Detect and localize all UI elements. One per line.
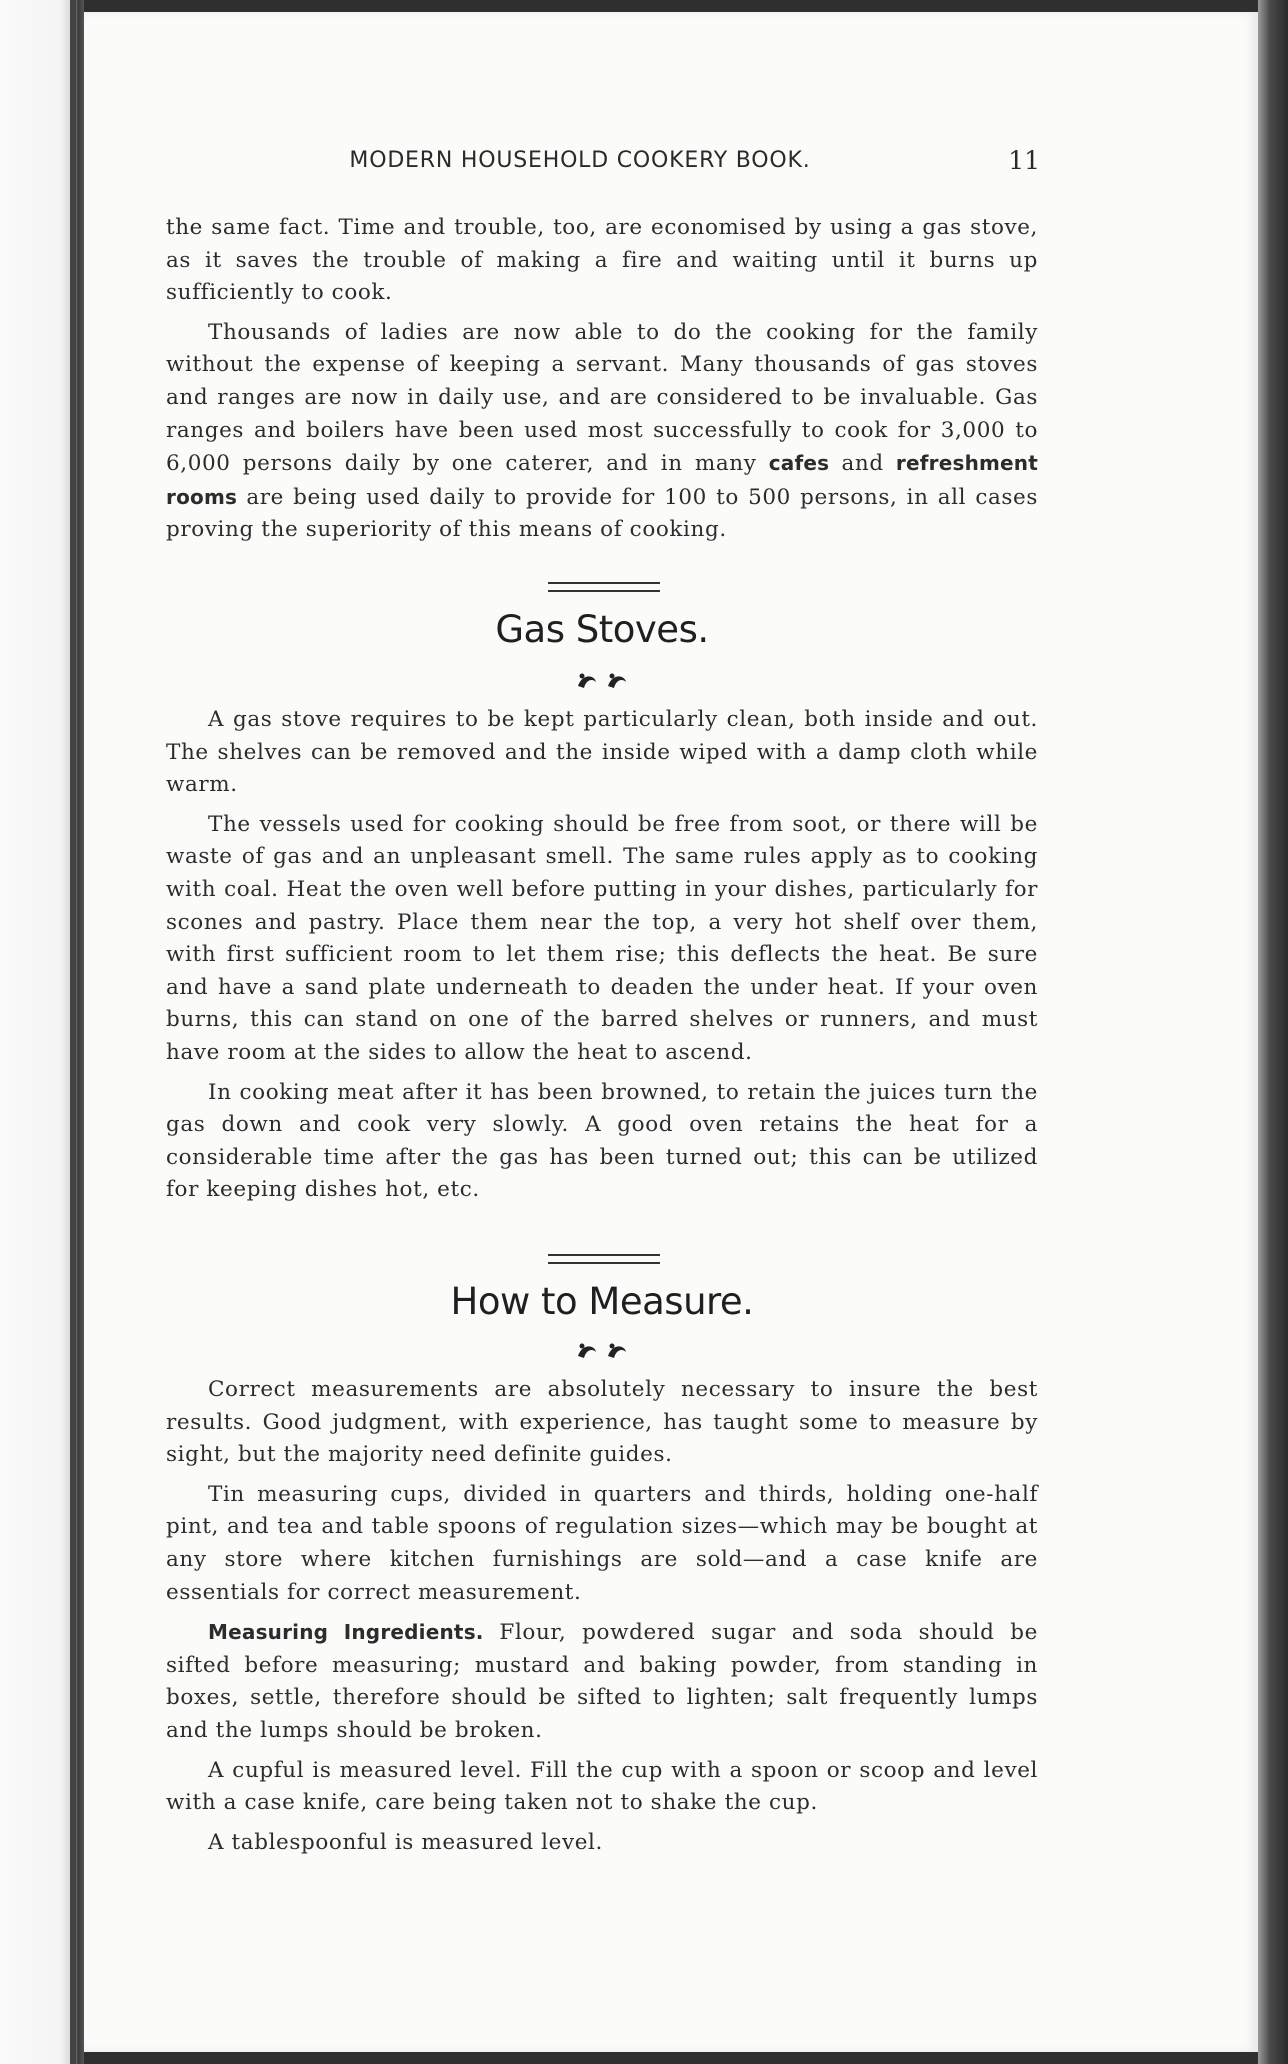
intro-text-a: Thousands of ladies are now able to do the cooking for the family without the expense of keeping a servant. Many thousands of gas stoves and ranges are now in daily use, and are considered to be invaluable. Gas ranges and boilers have been used most successfully to cook for 3,000 to 6,000 persons daily by one caterer, and in many <box>166 319 1038 477</box>
intro-section <box>166 212 1038 554</box>
how-to-measure-heading: How to Measure. <box>450 1280 754 1323</box>
gas-stoves-paragraph-1: A gas stove requires to be kept particularly clean, both inside and out. The shelves can be removed and the inside wiped with a damp cloth while warm. <box>166 707 1038 798</box>
intro-text-b: are being used daily to provide for 100 to 500 persons, in all cases proving the superiority of this means of cooking. <box>166 484 1038 543</box>
measure-paragraph-3 <box>166 1616 1038 1747</box>
measuring-ingredients-label: Measuring Ingredients. <box>208 1620 484 1645</box>
section-divider-rule-2 <box>548 1254 660 1264</box>
page-header <box>250 148 1040 184</box>
fleuron-ornament-icon <box>568 668 640 692</box>
cafes-term: cafes <box>768 451 830 476</box>
measure-paragraph-4: A cupful is measured level. Fill the cup with a spoon or scoop and level with a case knife, care being taken not to shake the cup. <box>166 1757 1038 1816</box>
page-number: 11 <box>1008 146 1040 175</box>
gas-stoves-heading: Gas Stoves. <box>495 608 709 651</box>
measure-section <box>166 1374 1038 1866</box>
measure-paragraph-2: Tin measuring cups, divided in quarters and thirds, holding one-half pint, and tea and table spoons of regulation sizes—which may be bought at any store where kitchen furnishings are sold—and a case knife are essentials for correct measurement. <box>166 1481 1038 1605</box>
measure-paragraph-5: A tablespoonful is measured level. <box>208 1829 603 1855</box>
gas-stoves-paragraph-2: The vessels used for cooking should be free from soot, or there will be waste of gas and an unpleasant smell. The same rules apply as to cooking with coal. Heat the oven well before putting in your dishes, particularly for scones and pastry. Place them near the top, a very hot shelf over them, with first sufficient room to let them rise; this deflects the heat. Be sure and have a sand plate underneath to deaden the under heat. If your oven burns, this can stand on one of the barred shelves or runners, and must have room at the sides to allow the heat to ascend. <box>166 811 1038 1065</box>
measuring-ingredients-text: Flour, powdered sugar and soda should be sifted before measuring; mustard and baking powder, from standing in boxes, settle, therefore should be sifted to lighten; salt frequently lumps and the lumps should be broken. <box>166 1620 1038 1743</box>
intro-paragraph-1: the same fact. Time and trouble, too, are economised by using a gas stove, as it saves the trouble of making a fire and waiting until it burns up sufficiently to cook. <box>166 215 1038 306</box>
gas-stoves-paragraph-3: In cooking meat after it has been browned, to retain the juices turn the gas down and cook very slowly. A good oven retains the heat for a considerable time after the gas has been turned out; this can be utilized for keeping dishes hot, etc. <box>166 1079 1038 1203</box>
gutter-edge <box>70 0 76 2064</box>
intro-paragraph-2 <box>166 317 1038 547</box>
intro-and: and <box>841 451 884 477</box>
fleuron-ornament-icon <box>568 1338 640 1362</box>
running-head: MODERN HOUSEHOLD COOKERY BOOK. <box>349 148 811 173</box>
section-divider-rule <box>548 582 660 592</box>
refreshment-rooms-term: refreshment rooms <box>166 451 1039 509</box>
gas-stoves-section <box>166 704 1038 1214</box>
scan-right-edge <box>1258 0 1288 2064</box>
measure-paragraph-1: Correct measurements are absolutely necessary to insure the best results. Good judgment, with experience, has taught some to measure by sight, but the majority need definite guides. <box>166 1377 1038 1468</box>
